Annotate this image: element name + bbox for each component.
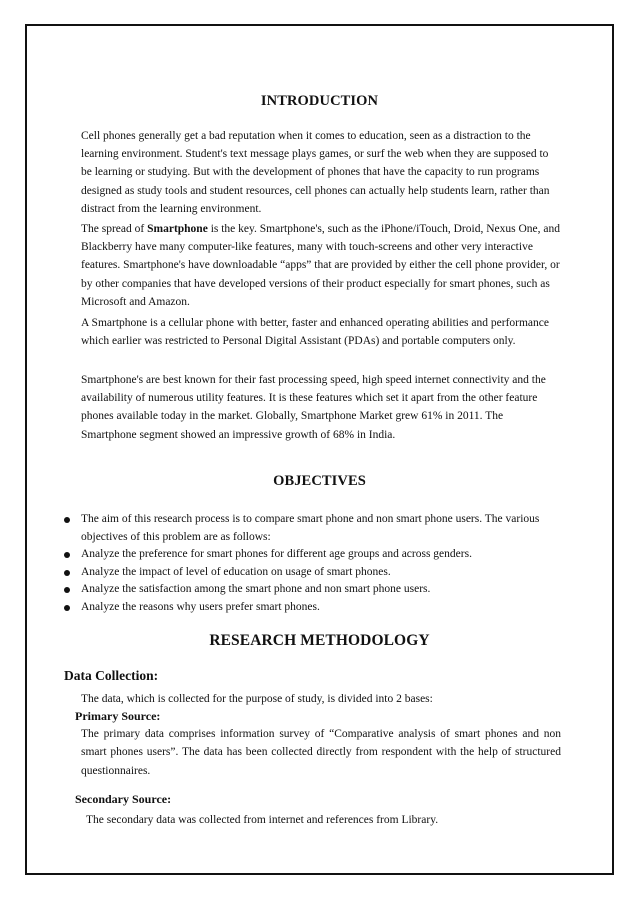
list-item: Analyze the preference for smart phones for different age groups and across genders. [63,546,563,564]
bullet-icon [64,605,70,611]
list-item: Analyze the reasons why users prefer smart phones. [63,599,563,617]
bullet-icon [64,587,70,593]
intro-p1-text: Cell phones generally get a bad reputation when it comes to education, seen as a distraction to the learning environment. Student's text message plays games, or surf the web when they are supposed to be learning or studying. But with the development of phones that have the capacity to run programs designed as study tools and student resources, cell phones can actually help students learn, rather than distract from the learning environment. [81,130,550,215]
intro-paragraph-3 [81,314,561,350]
objectives-list [63,511,563,617]
bullet-icon [64,552,70,558]
methodology-heading: RESEARCH METHODOLOGY [209,632,430,649]
intro-paragraph-1 [81,127,561,218]
list-item: Analyze the impact of level of education on usage of smart phones. [63,564,563,582]
primary-source-text: The primary data comprises information survey of “Comparative analysis of smart phones and non smart phones users”. The data has been collected directly from respondent with the help of structured questionnaires. [81,728,561,777]
secondary-source-text: The secondary data was collected from internet and references from Library. [86,814,439,826]
introduction-heading: INTRODUCTION [260,93,379,109]
objectives-heading: OBJECTIVES [273,473,366,489]
list-item: Analyze the satisfaction among the smart phone and non smart phone users. [63,581,563,599]
data-collection-title: Data Collection: [64,668,159,683]
primary-source-title: Primary Source: [75,709,161,723]
bullet-icon [64,517,70,523]
intro-paragraph-4 [81,371,561,444]
intro-p2-lead: The spread of [81,223,148,235]
intro-p2-bold: Smartphone [147,223,208,235]
data-collection-text: The data, which is collected for the purpose of study, is divided into 2 bases: [81,693,433,705]
intro-paragraph-2 [81,220,561,311]
intro-p3-text: A Smartphone is a cellular phone with better, faster and enhanced operating abilities and performance which earlier was restricted to Personal Digital Assistant (PDAs) and portable computers only. [81,317,549,348]
bullet-icon [64,570,70,576]
intro-p2-rest: is the key. Smartphone's, such as the iPhone/iTouch, Droid, Nexus One, and Blackberry have many computer-like features, many with touch-screens and other very interactive features. Smartphone's have downloadable “apps” that are provided by either the cell phone provider, or by other companies that have developed versions of their product especially for smart phones, such as Microsoft and Amazon. [81,223,560,308]
secondary-source-title: Secondary Source: [75,792,172,806]
list-item: The aim of this research process is to compare smart phone and non smart phone users. The various objectives of this problem are as follows: [63,511,563,546]
intro-p4-text: Smartphone's are best known for their fast processing speed, high speed internet connectivity and the availability of numerous utility features. It is these features which set it apart from the other feature phones available today in the market. Globally, Smartphone Market grew 61% in 2011. The Smartphone segment showed an impressive growth of 68% in India. [81,374,546,441]
